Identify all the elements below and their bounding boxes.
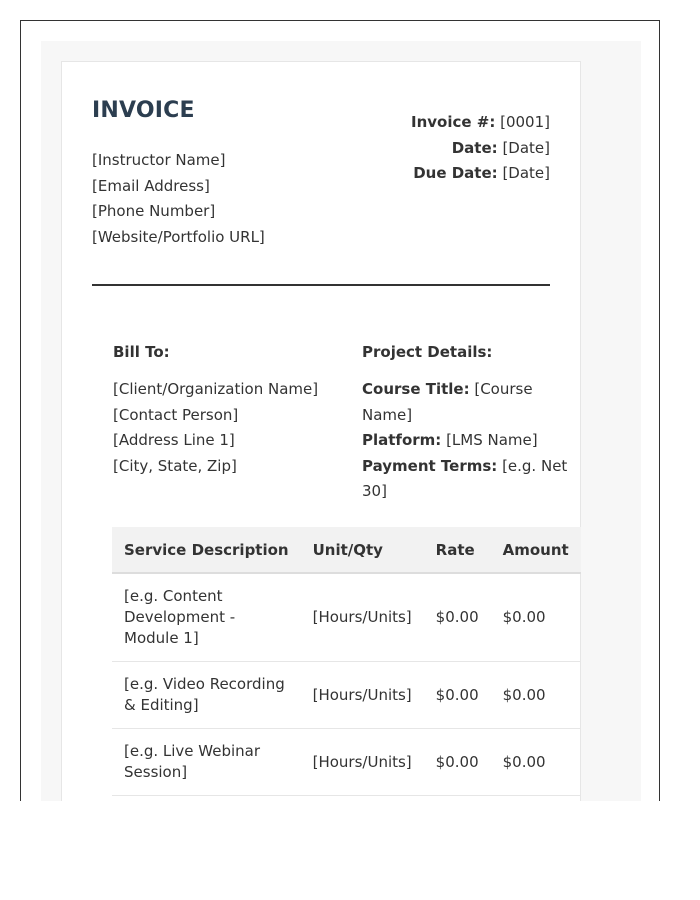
bill-to-section (113, 341, 318, 479)
row-rate: $0.00 (424, 729, 491, 796)
course-title-row (362, 377, 572, 428)
invoice-date-label: Date: (451, 138, 498, 157)
project-details-lines (362, 377, 572, 505)
row-rate: $0.00 (424, 662, 491, 729)
bill-to-lines (113, 377, 318, 479)
payment-terms-label: Payment Terms: (362, 456, 498, 475)
project-details-heading: Project Details: (362, 343, 493, 361)
client-name: [Client/Organization Name] (113, 380, 319, 398)
platform-label: Platform: (362, 431, 442, 449)
row-description: [e.g. Video Recording & Editing] (112, 662, 301, 729)
table-header-row (112, 527, 581, 573)
invoice-meta (411, 110, 550, 187)
project-details-section (362, 341, 572, 505)
header-service-description: Service Description (112, 527, 301, 573)
row-amount: $0.00 (491, 662, 581, 729)
course-title-label: Course Title: (362, 380, 470, 398)
payment-terms-row (362, 454, 572, 505)
row-unit-qty: [Hours/Units] (301, 573, 424, 662)
row-unit-qty: [Hours/Units] (301, 662, 424, 729)
due-date-value: [Date] (502, 164, 550, 182)
row-description: [e.g. Live Webinar Session] (112, 729, 301, 796)
table-row (112, 662, 581, 729)
city-state-zip: [City, State, Zip] (113, 456, 237, 475)
sender-name: [Instructor Name] (92, 151, 226, 169)
sender-details (92, 148, 265, 250)
document-frame (20, 20, 660, 801)
bill-to-heading: Bill To: (113, 343, 170, 361)
invoice-number-value: [0001] (500, 113, 550, 131)
row-description: [e.g. Content Development - Module 1] (112, 573, 301, 662)
invoice-title: INVOICE (92, 98, 195, 123)
row-amount: $0.00 (491, 729, 581, 796)
sender-email: [Email Address] (92, 176, 210, 195)
course-title-value: [Course Name] (362, 380, 533, 424)
due-date-label: Due Date: (413, 164, 498, 182)
row-rate: $0.00 (424, 573, 491, 662)
invoice-number-label: Invoice #: (410, 113, 496, 131)
header-unit-qty: Unit/Qty (301, 527, 424, 573)
sender-phone: [Phone Number] (92, 202, 216, 220)
sender-website: [Website/Portfolio URL] (92, 227, 265, 246)
address-line: [Address Line 1] (113, 431, 235, 449)
invoice-date-row (411, 136, 550, 162)
row-amount: $0.00 (491, 573, 581, 662)
due-date-row (411, 161, 550, 187)
contact-person: [Contact Person] (113, 405, 239, 424)
invoice-header (92, 62, 550, 286)
row-unit-qty: [Hours/Units] (301, 729, 424, 796)
header-rate: Rate (424, 527, 491, 573)
table-row (112, 729, 581, 796)
header-amount: Amount (491, 527, 581, 573)
table-row (112, 573, 581, 662)
invoice-number-row (411, 110, 550, 136)
platform-row (362, 428, 572, 454)
services-table (112, 527, 581, 796)
invoice-date-value: [Date] (502, 138, 550, 157)
payment-terms-value: [e.g. Net 30] (362, 456, 568, 500)
platform-value: [LMS Name] (446, 431, 538, 449)
